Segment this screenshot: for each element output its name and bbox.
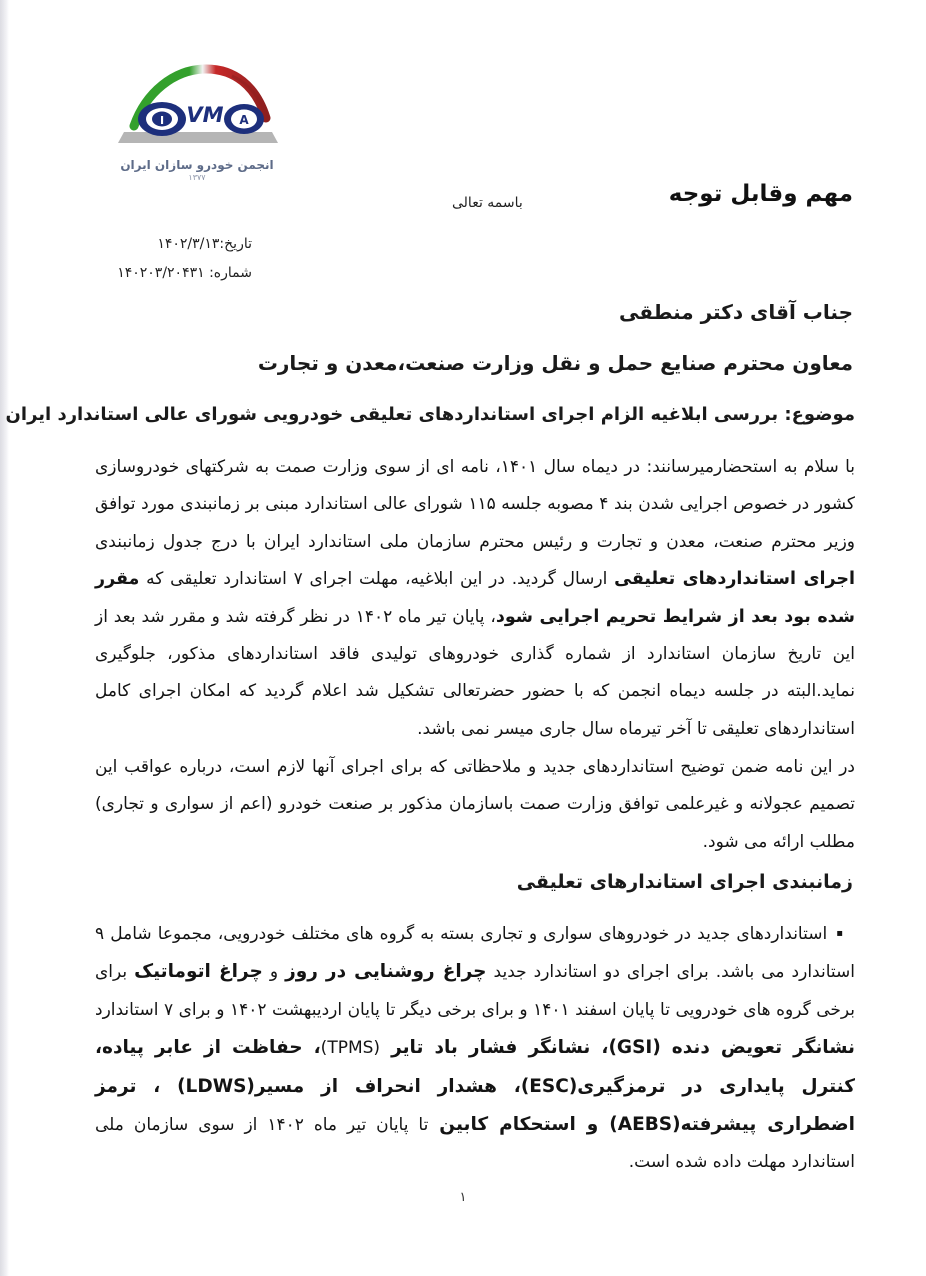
text-run: چراغ اتوماتیک [134,961,263,983]
letter-meta [104,236,252,294]
logo-letter-a: A [239,113,249,127]
ivma-car-logo-icon [112,56,282,152]
page-number: ۱ [459,1190,467,1205]
subject-line: موضوع: بررسی ابلاغیه الزام اجرای استانداردهای تعلیقی خودرویی شورای عالی استاندارد ایران [5,404,855,425]
text-run: استانداردهای جدید در خودروهای سواری و تجاری بسته به گروه های مختلف خودرویی، مجموعا شامل ۹ استاندارد می باشد. برای اجرای دو استاندارد جدید [95,924,855,983]
logo-year: ۱۳۷۷ [188,173,206,182]
text-run: ارسال گردید. در این ابلاغیه، مهلت اجرای ۷ استاندارد تعلیقی که [139,569,615,590]
text-run: تا پایان تیر ماه ۱۴۰۲ از سوی سازمان ملی استاندارد مهلت داده شده است. [95,1115,855,1173]
body-paragraph-2 [95,749,855,861]
important-note-heading: مهم وقابل توجه [668,181,853,207]
letter-date: تاریخ:۱۴۰۲/۳/۱۳ [157,236,252,252]
text-run: مقرر شده بود بعد از شرایط تحریم اجرایی شود [95,569,855,627]
body-paragraph-1 [95,449,855,748]
text-run: نشانگر تعویض دنده (GSI)، نشانگر فشار باد تایر [380,1037,856,1059]
logo-letter-i: I [159,114,165,127]
ivma-logo [112,56,282,182]
text-run: در این نامه ضمن توضیح استانداردهای جدید و ملاحظاتی که برای اجرای آنها لازم است، درباره عواقب این تصمیم عجولانه و غیرعلمی توافق وزارت صمت باسازمان مذکور بر صنعت خودرو (اعم از سواری و تجاری) مطلب ارائه می شود. [95,757,855,852]
recipient-name: جناب آقای دکتر منطقی [618,300,853,324]
text-run: (TPMS) [320,1038,381,1059]
text-run: چراغ روشنایی در روز [285,961,487,983]
bullet-text [95,924,855,1172]
basmala-text: باسمه تعالی [452,195,523,211]
letter-number: شماره: ۱۴۰۲۰۳/۲۰۴۳۱ [117,265,252,281]
bullet-paragraph-1 [95,915,855,1182]
text-run: ، حفاظت از عابر پیاده، کنترل پایداری در ترمزگیری(ESC)، هشدار انحراف از مسیر(LDWS) ، ترمز اضطراری پیشرفته(AEBS) و استحکام کابین [95,1037,855,1136]
text-run: ، پایان تیر ماه ۱۴۰۲ در نظر گرفته شد و مقرر شد بعد از این تاریخ سازمان استاندارد از شماره گذاری خودروهای تولیدی فاقد استانداردهای مذکور، جلوگیری نماید.البته در جلسه دیماه انجمن که با حضور حضرتعالی تشکیل شد اعلام گردید که امکان اجرای کامل استانداردهای تعلیقی تا آخر تیرماه سال جاری میسر نمی باشد. [95,606,855,739]
section-heading-schedule: زمانبندی اجرای استاندارهای تعلیقی [516,871,853,893]
logo-org-name: انجمن خودرو سازان ایران [120,158,274,172]
logo-letters-vm: VM [186,103,224,127]
recipient-title: معاون محترم صنایع حمل و نقل وزارت صنعت،معدن و تجارت [257,351,853,375]
text-run: برای برخی گروه های خودرویی تا پایان اسفند ۱۴۰۱ و برای برخی دیگر تا پایان اردیبهشت ۱۴۰۲ و برای ۷ استاندارد [95,962,856,1020]
scan-left-edge [0,0,9,1276]
road-shape [118,132,278,143]
bullet-square-icon: ▪ [836,928,843,939]
text-run: و [262,962,286,983]
text-run: با سلام به استحضارمیرسانند: در دیماه سال ۱۴۰۱، نامه ای از سوی وزارت صمت به شرکتهای خودروسازی کشور در خصوص اجرایی شدن بند ۴ مصوبه جلسه ۱۱۵ شورای عالی استاندارد مبنی بر زمانبندی مورد توافق وزیر محترم صنعت، معدن و تجارت و رئیس محترم سازمان ملی استاندارد ایران با درج جدول زمانبندی [95,457,856,552]
text-run: اجرای استانداردهای تعلیقی [614,569,856,590]
